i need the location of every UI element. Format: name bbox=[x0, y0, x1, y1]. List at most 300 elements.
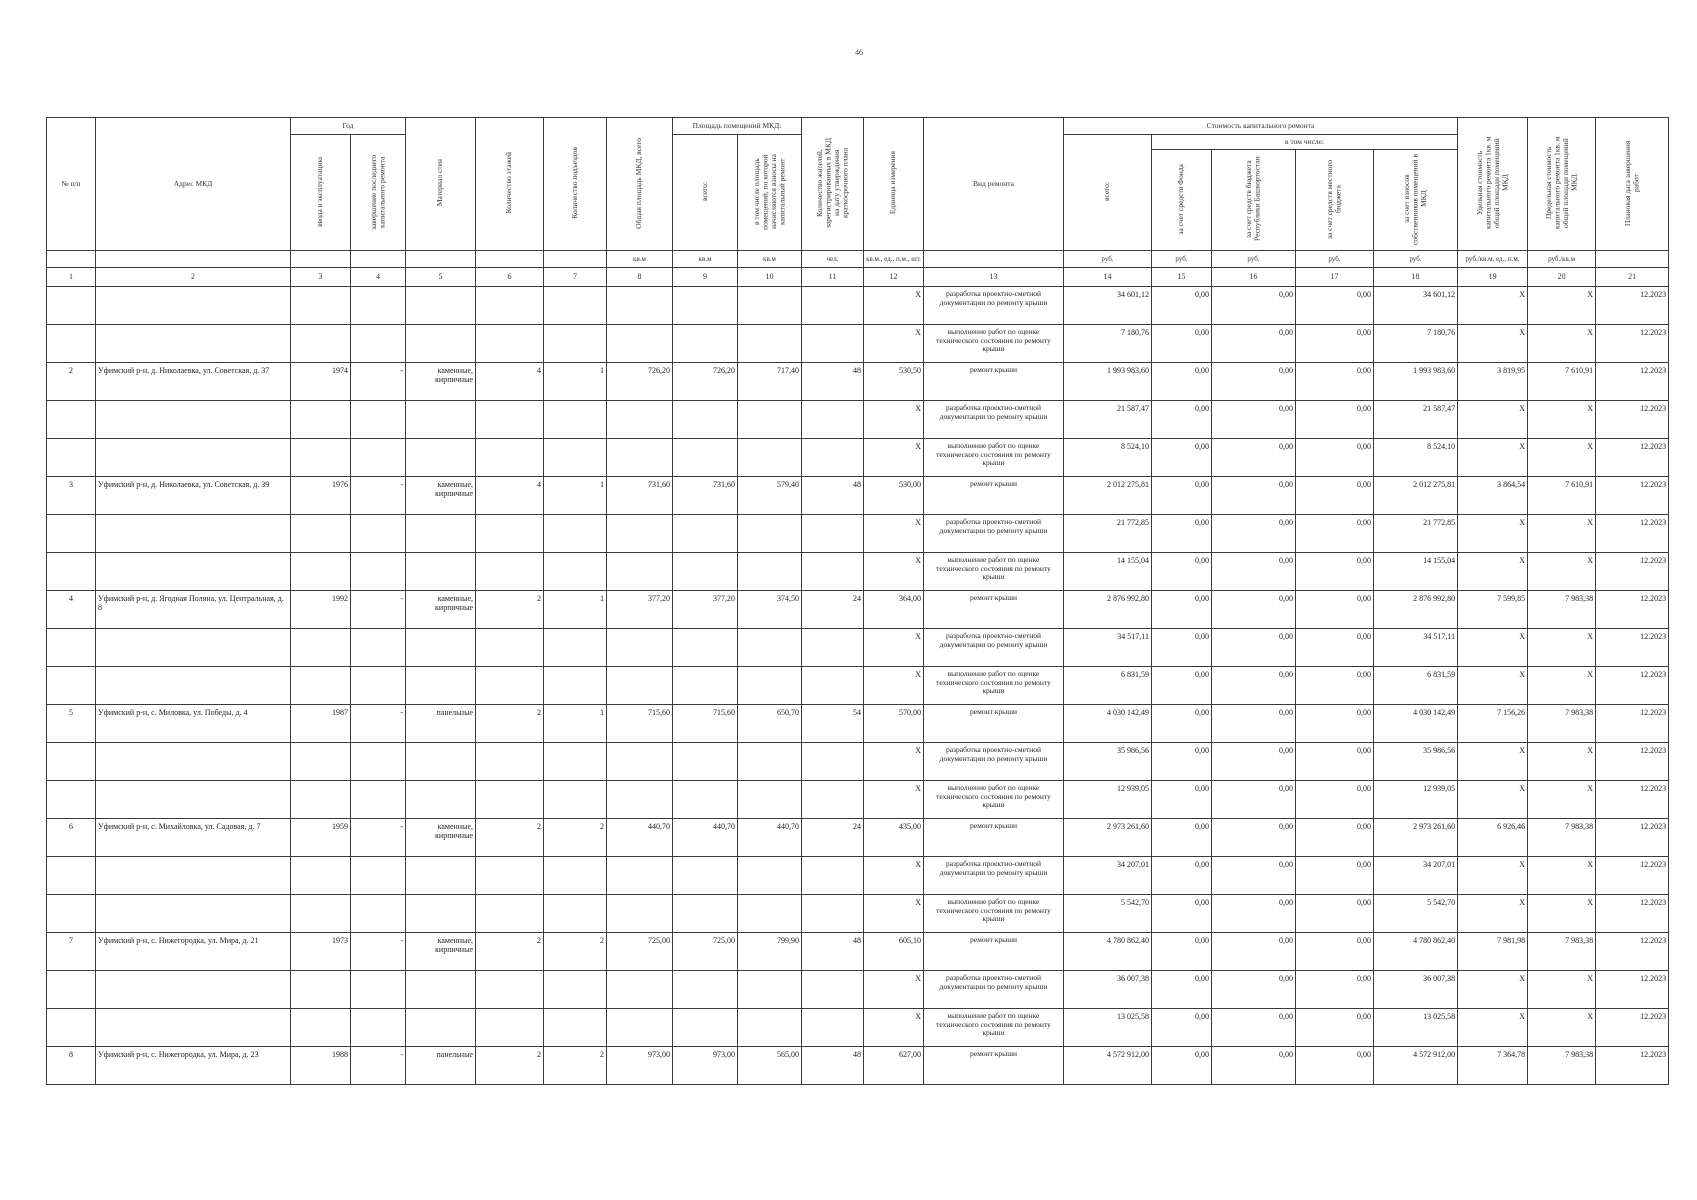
cell-cost-owners: 1 993 983,60 bbox=[1374, 363, 1458, 401]
cell-last-repair bbox=[351, 667, 406, 705]
cell-max-cost: X bbox=[1528, 325, 1596, 363]
column-number: 11 bbox=[802, 268, 864, 287]
column-number: 18 bbox=[1374, 268, 1458, 287]
cell-unit-cost: X bbox=[1458, 629, 1528, 667]
cell-last-repair bbox=[351, 515, 406, 553]
cell-cost-owners: 21 587,47 bbox=[1374, 401, 1458, 439]
cell-max-cost: 7 983,38 bbox=[1528, 933, 1596, 971]
cell-area-total bbox=[673, 439, 738, 477]
cell-floors bbox=[476, 439, 544, 477]
cell-area-charged: 579,40 bbox=[738, 477, 802, 515]
cell-address bbox=[96, 439, 291, 477]
cell-area-charged bbox=[738, 553, 802, 591]
cell-last-repair bbox=[351, 781, 406, 819]
cell-residents bbox=[802, 895, 864, 933]
column-number: 17 bbox=[1296, 268, 1374, 287]
cell-entrances bbox=[544, 515, 607, 553]
cell-last-repair bbox=[351, 1009, 406, 1047]
cell-cost-fund: 0,00 bbox=[1152, 781, 1212, 819]
cell-max-cost: X bbox=[1528, 515, 1596, 553]
cell-max-cost: X bbox=[1528, 895, 1596, 933]
cell-cost-owners: 21 772,85 bbox=[1374, 515, 1458, 553]
column-number: 7 bbox=[544, 268, 607, 287]
table-row bbox=[47, 515, 1669, 553]
cell-entrances: 1 bbox=[544, 705, 607, 743]
cell-residents bbox=[802, 667, 864, 705]
cell-residents bbox=[802, 515, 864, 553]
unit-cell: руб. bbox=[1212, 251, 1296, 268]
cell-cost-fund: 0,00 bbox=[1152, 857, 1212, 895]
cell-repair-type: ремонт крыши bbox=[924, 477, 1064, 515]
cell-unit: X bbox=[864, 857, 924, 895]
cell-entrances: 1 bbox=[544, 363, 607, 401]
cell-entrances: 1 bbox=[544, 477, 607, 515]
cell-cost-total: 34 517,11 bbox=[1064, 629, 1152, 667]
cell-address: Уфимский р-н, с. Нижегородка, ул. Мира, д. 23 bbox=[96, 1047, 291, 1085]
cell-year-built: 1976 bbox=[291, 477, 351, 515]
cell-cost-fund: 0,00 bbox=[1152, 553, 1212, 591]
cell-cost-owners: 2 973 261,60 bbox=[1374, 819, 1458, 857]
cell-wall-material: каменные, кирпичные bbox=[406, 591, 476, 629]
cell-year-built: 1992 bbox=[291, 591, 351, 629]
cell-total-area bbox=[607, 325, 673, 363]
cell-floors bbox=[476, 287, 544, 325]
cell-cost-local: 0,00 bbox=[1296, 629, 1374, 667]
cell-floors: 2 bbox=[476, 819, 544, 857]
cell-last-repair bbox=[351, 857, 406, 895]
cell-unit-cost: X bbox=[1458, 857, 1528, 895]
column-number: 8 bbox=[607, 268, 673, 287]
cell-max-cost: X bbox=[1528, 439, 1596, 477]
cell-floors bbox=[476, 325, 544, 363]
cell-year-built bbox=[291, 781, 351, 819]
cell-end-date: 12.2023 bbox=[1596, 743, 1669, 781]
cell-unit-cost: X bbox=[1458, 971, 1528, 1009]
cell-entrances: 2 bbox=[544, 819, 607, 857]
cell-cost-local: 0,00 bbox=[1296, 1047, 1374, 1085]
cell-unit-cost: X bbox=[1458, 743, 1528, 781]
cell-floors bbox=[476, 781, 544, 819]
cell-floors: 4 bbox=[476, 477, 544, 515]
cell-cost-republic: 0,00 bbox=[1212, 401, 1296, 439]
unit-cell: кв.м., ед., п.м., шт. bbox=[864, 251, 924, 268]
cell-last-repair: - bbox=[351, 1047, 406, 1085]
cell-cost-republic: 0,00 bbox=[1212, 591, 1296, 629]
cell-area-charged bbox=[738, 895, 802, 933]
cell-total-area bbox=[607, 895, 673, 933]
cell-cost-local: 0,00 bbox=[1296, 667, 1374, 705]
cell-area-total bbox=[673, 553, 738, 591]
cell-residents bbox=[802, 1009, 864, 1047]
cell-cost-local: 0,00 bbox=[1296, 933, 1374, 971]
unit-cell: чел. bbox=[802, 251, 864, 268]
cell-cost-fund: 0,00 bbox=[1152, 705, 1212, 743]
cell-area-total bbox=[673, 515, 738, 553]
cell-end-date: 12.2023 bbox=[1596, 629, 1669, 667]
column-number: 16 bbox=[1212, 268, 1296, 287]
cell-floors bbox=[476, 401, 544, 439]
cell-repair-type: ремонт крыши bbox=[924, 705, 1064, 743]
cell-end-date: 12.2023 bbox=[1596, 591, 1669, 629]
cell-cost-fund: 0,00 bbox=[1152, 629, 1212, 667]
cell-end-date: 12.2023 bbox=[1596, 895, 1669, 933]
cell-entrances: 2 bbox=[544, 933, 607, 971]
cell-year-built bbox=[291, 515, 351, 553]
cell-repair-type: разработка проектно-сметной документации по ремонту крыши bbox=[924, 515, 1064, 553]
cell-end-date: 12.2023 bbox=[1596, 933, 1669, 971]
column-number: 15 bbox=[1152, 268, 1212, 287]
cell-last-repair: - bbox=[351, 477, 406, 515]
cell-unit-cost: 7 156,26 bbox=[1458, 705, 1528, 743]
cell-num: 4 bbox=[47, 591, 96, 629]
cell-repair-type: ремонт крыши bbox=[924, 591, 1064, 629]
cell-area-charged bbox=[738, 667, 802, 705]
column-number: 13 bbox=[924, 268, 1064, 287]
cell-area-charged bbox=[738, 629, 802, 667]
cell-address: Уфимский р-н, с. Михайловка, ул. Садовая, д. 7 bbox=[96, 819, 291, 857]
cell-max-cost: X bbox=[1528, 553, 1596, 591]
cell-area-total: 725,00 bbox=[673, 933, 738, 971]
unit-cell bbox=[96, 251, 291, 268]
cell-floors bbox=[476, 857, 544, 895]
cell-cost-local: 0,00 bbox=[1296, 325, 1374, 363]
cell-wall-material bbox=[406, 667, 476, 705]
cell-area-total bbox=[673, 781, 738, 819]
cell-unit-cost: 3 819,95 bbox=[1458, 363, 1528, 401]
header-year-built: ввода в эксплуатацию bbox=[291, 135, 351, 251]
unit-cell: кв.м bbox=[738, 251, 802, 268]
cell-total-area bbox=[607, 439, 673, 477]
cell-unit-cost: 6 926,46 bbox=[1458, 819, 1528, 857]
header-local-budget: за счет средств местного бюджета bbox=[1296, 150, 1374, 251]
cell-total-area bbox=[607, 401, 673, 439]
header-total-area: Общая площадь МКД, всего bbox=[607, 118, 673, 251]
cell-area-total: 726,20 bbox=[673, 363, 738, 401]
cell-cost-fund: 0,00 bbox=[1152, 439, 1212, 477]
header-wall-material: Материал стен bbox=[406, 118, 476, 251]
cell-floors bbox=[476, 743, 544, 781]
table-row bbox=[47, 439, 1669, 477]
table-row bbox=[47, 287, 1669, 325]
header-unit-cost: Удельная стоимость капитального ремонта 1кв. м общей площади помещений МКД bbox=[1458, 118, 1528, 251]
cell-end-date: 12.2023 bbox=[1596, 477, 1669, 515]
cell-cost-total: 36 007,38 bbox=[1064, 971, 1152, 1009]
cell-end-date: 12.2023 bbox=[1596, 971, 1669, 1009]
cell-unit: 530,50 bbox=[864, 363, 924, 401]
cell-unit: X bbox=[864, 515, 924, 553]
cell-cost-fund: 0,00 bbox=[1152, 325, 1212, 363]
cell-floors: 2 bbox=[476, 933, 544, 971]
unit-cell bbox=[476, 251, 544, 268]
header-republic-budget: за счет средств бюджета Республики Башкортостан bbox=[1212, 150, 1296, 251]
cell-last-repair bbox=[351, 971, 406, 1009]
unit-cell: руб. bbox=[1064, 251, 1152, 268]
cell-area-total bbox=[673, 743, 738, 781]
cell-residents bbox=[802, 971, 864, 1009]
cell-area-total: 731,60 bbox=[673, 477, 738, 515]
table-row bbox=[47, 971, 1669, 1009]
cell-total-area bbox=[607, 629, 673, 667]
cell-repair-type: выполнение работ по оценке технического состояния по ремонту крыши bbox=[924, 781, 1064, 819]
table-row bbox=[47, 477, 1669, 515]
header-residents: Количество жителей, зарегистрированных в МКД на дату утверждения краткосрочного плана bbox=[802, 118, 864, 251]
cell-cost-local: 0,00 bbox=[1296, 743, 1374, 781]
cell-cost-fund: 0,00 bbox=[1152, 667, 1212, 705]
table-row bbox=[47, 857, 1669, 895]
cell-address bbox=[96, 401, 291, 439]
cell-address bbox=[96, 629, 291, 667]
cell-entrances bbox=[544, 325, 607, 363]
cell-cost-republic: 0,00 bbox=[1212, 1047, 1296, 1085]
header-cost-total: всего: bbox=[1064, 135, 1152, 251]
unit-cell: руб. bbox=[1374, 251, 1458, 268]
cell-max-cost: X bbox=[1528, 743, 1596, 781]
cell-end-date: 12.2023 bbox=[1596, 857, 1669, 895]
cell-unit-cost: X bbox=[1458, 895, 1528, 933]
cell-address bbox=[96, 781, 291, 819]
cell-cost-fund: 0,00 bbox=[1152, 363, 1212, 401]
cell-year-built bbox=[291, 895, 351, 933]
cell-wall-material bbox=[406, 287, 476, 325]
cell-unit: 627,00 bbox=[864, 1047, 924, 1085]
column-number: 14 bbox=[1064, 268, 1152, 287]
cell-unit-cost: X bbox=[1458, 1009, 1528, 1047]
cell-end-date: 12.2023 bbox=[1596, 363, 1669, 401]
cell-num bbox=[47, 439, 96, 477]
cell-cost-republic: 0,00 bbox=[1212, 933, 1296, 971]
cell-cost-owners: 7 180,76 bbox=[1374, 325, 1458, 363]
cell-last-repair bbox=[351, 325, 406, 363]
cell-end-date: 12.2023 bbox=[1596, 515, 1669, 553]
cell-num: 6 bbox=[47, 819, 96, 857]
cell-entrances bbox=[544, 667, 607, 705]
cell-unit-cost: 7 599,85 bbox=[1458, 591, 1528, 629]
cell-year-built bbox=[291, 287, 351, 325]
cell-floors: 2 bbox=[476, 591, 544, 629]
cell-cost-total: 8 524,10 bbox=[1064, 439, 1152, 477]
unit-cell bbox=[1596, 251, 1669, 268]
cell-cost-local: 0,00 bbox=[1296, 515, 1374, 553]
cell-address bbox=[96, 895, 291, 933]
cell-end-date: 12.2023 bbox=[1596, 1009, 1669, 1047]
cell-end-date: 12.2023 bbox=[1596, 287, 1669, 325]
cell-cost-fund: 0,00 bbox=[1152, 743, 1212, 781]
cell-cost-local: 0,00 bbox=[1296, 439, 1374, 477]
repair-plan-table bbox=[46, 117, 1669, 1085]
table-row bbox=[47, 933, 1669, 971]
table-row bbox=[47, 895, 1669, 933]
cell-year-built: 1987 bbox=[291, 705, 351, 743]
cell-year-built bbox=[291, 401, 351, 439]
cell-num: 2 bbox=[47, 363, 96, 401]
cell-wall-material: каменные, кирпичные bbox=[406, 933, 476, 971]
cell-last-repair bbox=[351, 401, 406, 439]
cell-floors bbox=[476, 1009, 544, 1047]
cell-end-date: 12.2023 bbox=[1596, 325, 1669, 363]
cell-area-charged bbox=[738, 857, 802, 895]
cell-area-total bbox=[673, 629, 738, 667]
cell-cost-fund: 0,00 bbox=[1152, 971, 1212, 1009]
cell-cost-total: 6 831,59 bbox=[1064, 667, 1152, 705]
cell-unit-cost: X bbox=[1458, 781, 1528, 819]
cell-end-date: 12.2023 bbox=[1596, 705, 1669, 743]
cell-cost-total: 2 973 261,60 bbox=[1064, 819, 1152, 857]
cell-total-area bbox=[607, 515, 673, 553]
cell-unit: X bbox=[864, 401, 924, 439]
table-row bbox=[47, 781, 1669, 819]
table-row bbox=[47, 1047, 1669, 1085]
cell-cost-total: 2 876 992,80 bbox=[1064, 591, 1152, 629]
cell-unit: 605,10 bbox=[864, 933, 924, 971]
cell-cost-local: 0,00 bbox=[1296, 553, 1374, 591]
cell-cost-fund: 0,00 bbox=[1152, 591, 1212, 629]
table-row bbox=[47, 363, 1669, 401]
cell-num bbox=[47, 553, 96, 591]
cell-residents: 24 bbox=[802, 819, 864, 857]
cell-cost-fund: 0,00 bbox=[1152, 287, 1212, 325]
cell-wall-material bbox=[406, 857, 476, 895]
cell-cost-owners: 35 986,56 bbox=[1374, 743, 1458, 781]
column-number-row bbox=[47, 268, 1669, 287]
cell-cost-total: 34 601,12 bbox=[1064, 287, 1152, 325]
header-cost-sub: в том числе: bbox=[1152, 135, 1458, 150]
cell-cost-republic: 0,00 bbox=[1212, 515, 1296, 553]
column-number: 2 bbox=[96, 268, 291, 287]
cell-cost-republic: 0,00 bbox=[1212, 781, 1296, 819]
cell-residents bbox=[802, 325, 864, 363]
cell-wall-material bbox=[406, 895, 476, 933]
cell-cost-owners: 13 025,58 bbox=[1374, 1009, 1458, 1047]
cell-area-total bbox=[673, 325, 738, 363]
cell-cost-republic: 0,00 bbox=[1212, 667, 1296, 705]
cell-area-total: 377,20 bbox=[673, 591, 738, 629]
cell-year-built bbox=[291, 743, 351, 781]
cell-unit: X bbox=[864, 743, 924, 781]
cell-cost-republic: 0,00 bbox=[1212, 857, 1296, 895]
cell-cost-owners: 2 876 992,80 bbox=[1374, 591, 1458, 629]
cell-residents: 48 bbox=[802, 477, 864, 515]
cell-cost-total: 7 180,76 bbox=[1064, 325, 1152, 363]
cell-year-built bbox=[291, 325, 351, 363]
cell-num bbox=[47, 971, 96, 1009]
cell-cost-republic: 0,00 bbox=[1212, 819, 1296, 857]
cell-address: Уфимский р-н, д. Николаевка, ул. Советская, д. 37 bbox=[96, 363, 291, 401]
cell-wall-material bbox=[406, 553, 476, 591]
cell-cost-owners: 12 939,05 bbox=[1374, 781, 1458, 819]
cell-floors bbox=[476, 629, 544, 667]
cell-address bbox=[96, 515, 291, 553]
cell-unit-cost: 3 864,54 bbox=[1458, 477, 1528, 515]
cell-wall-material bbox=[406, 629, 476, 667]
cell-area-charged bbox=[738, 325, 802, 363]
cell-area-charged: 717,40 bbox=[738, 363, 802, 401]
cell-area-total: 973,00 bbox=[673, 1047, 738, 1085]
cell-max-cost: 7 983,38 bbox=[1528, 1047, 1596, 1085]
cell-wall-material: панельные bbox=[406, 705, 476, 743]
cell-max-cost: 7 610,91 bbox=[1528, 363, 1596, 401]
cell-total-area bbox=[607, 971, 673, 1009]
cell-cost-republic: 0,00 bbox=[1212, 895, 1296, 933]
cell-repair-type: разработка проектно-сметной документации по ремонту крыши bbox=[924, 971, 1064, 1009]
cell-total-area: 715,60 bbox=[607, 705, 673, 743]
table-row bbox=[47, 591, 1669, 629]
cell-cost-total: 13 025,58 bbox=[1064, 1009, 1152, 1047]
cell-cost-local: 0,00 bbox=[1296, 401, 1374, 439]
cell-address: Уфимский р-н, с. Миловка, ул. Победы, д. 4 bbox=[96, 705, 291, 743]
cell-area-total bbox=[673, 1009, 738, 1047]
cell-wall-material bbox=[406, 325, 476, 363]
cell-unit: X bbox=[864, 1009, 924, 1047]
cell-cost-republic: 0,00 bbox=[1212, 553, 1296, 591]
cell-last-repair bbox=[351, 287, 406, 325]
cell-wall-material bbox=[406, 743, 476, 781]
cell-residents: 48 bbox=[802, 363, 864, 401]
cell-area-charged: 799,90 bbox=[738, 933, 802, 971]
cell-cost-republic: 0,00 bbox=[1212, 477, 1296, 515]
column-number: 20 bbox=[1528, 268, 1596, 287]
cell-num bbox=[47, 1009, 96, 1047]
header-address: Адрес МКД bbox=[96, 118, 291, 251]
cell-repair-type: разработка проектно-сметной документации по ремонту крыши bbox=[924, 629, 1064, 667]
cell-residents bbox=[802, 743, 864, 781]
cell-unit-cost: X bbox=[1458, 439, 1528, 477]
cell-cost-local: 0,00 bbox=[1296, 705, 1374, 743]
cell-num bbox=[47, 401, 96, 439]
cell-total-area bbox=[607, 553, 673, 591]
cell-residents: 48 bbox=[802, 1047, 864, 1085]
cell-address bbox=[96, 857, 291, 895]
cell-repair-type: разработка проектно-сметной документации по ремонту крыши bbox=[924, 743, 1064, 781]
cell-num bbox=[47, 781, 96, 819]
cell-max-cost: X bbox=[1528, 629, 1596, 667]
cell-repair-type: выполнение работ по оценке технического состояния по ремонту крыши bbox=[924, 553, 1064, 591]
cell-unit-cost: X bbox=[1458, 401, 1528, 439]
cell-cost-total: 4 030 142,49 bbox=[1064, 705, 1152, 743]
cell-last-repair: - bbox=[351, 705, 406, 743]
cell-total-area: 731,60 bbox=[607, 477, 673, 515]
cell-total-area: 726,20 bbox=[607, 363, 673, 401]
cell-unit: X bbox=[864, 629, 924, 667]
cell-repair-type: ремонт крыши bbox=[924, 1047, 1064, 1085]
cell-residents: 48 bbox=[802, 933, 864, 971]
cell-floors: 4 bbox=[476, 363, 544, 401]
cell-area-total: 440,70 bbox=[673, 819, 738, 857]
cell-num: 7 bbox=[47, 933, 96, 971]
header-floors: Количество этажей bbox=[476, 118, 544, 251]
cell-max-cost: 7 983,38 bbox=[1528, 819, 1596, 857]
cell-unit: X bbox=[864, 553, 924, 591]
cell-area-charged bbox=[738, 515, 802, 553]
cell-year-built bbox=[291, 971, 351, 1009]
table-row bbox=[47, 1009, 1669, 1047]
cell-end-date: 12.2023 bbox=[1596, 667, 1669, 705]
cell-cost-owners: 14 155,04 bbox=[1374, 553, 1458, 591]
cell-end-date: 12.2023 bbox=[1596, 553, 1669, 591]
cell-cost-local: 0,00 bbox=[1296, 781, 1374, 819]
header-area-charged: в том числе площадь помещений, по которой начисляются взносы на капитальный ремонт bbox=[738, 135, 802, 251]
cell-last-repair bbox=[351, 553, 406, 591]
cell-unit: X bbox=[864, 439, 924, 477]
cell-cost-owners: 4 572 912,00 bbox=[1374, 1047, 1458, 1085]
cell-total-area bbox=[607, 1009, 673, 1047]
cell-num bbox=[47, 667, 96, 705]
unit-cell bbox=[544, 251, 607, 268]
cell-entrances bbox=[544, 857, 607, 895]
cell-residents bbox=[802, 629, 864, 667]
cell-cost-local: 0,00 bbox=[1296, 819, 1374, 857]
cell-unit-cost: X bbox=[1458, 325, 1528, 363]
cell-entrances bbox=[544, 971, 607, 1009]
